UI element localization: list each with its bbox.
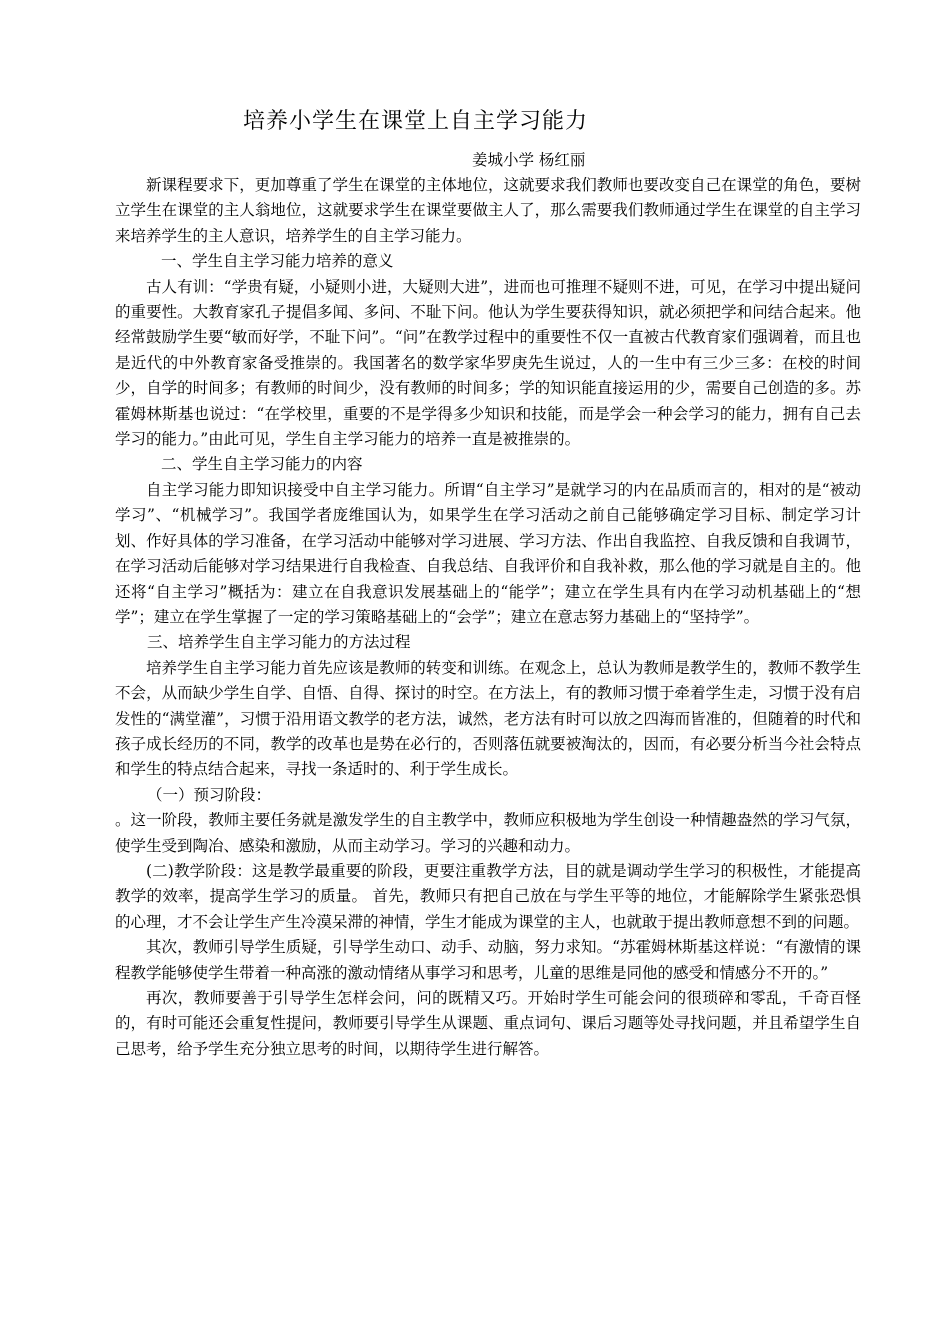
- section-1-paragraph: 古人有训：“学贵有疑，小疑则小进，大疑则大进”，进而也可推理不疑则不进，可见，在学习中提出疑问的重要性。大教育家孔子提倡多闻、多问、不耻下问。他认为学生要获得知识，就必须把学和问结合起来。他经常鼓励学生要“敏而好学，不耻下问”。“问”在教学过程中的重要性不仅一直被古代教育家们强调着，而且也是近代的中外教育家备受推崇的。我国著名的数学家华罗庚先生说过，人的一生中有三少三多：在校的时间少，自学的时间多；有教师的时间少，没有教师的时间多；学的知识能直接运用的少，需要自己创造的多。苏霍姆林斯基也说过：“在学校里，重要的不是学得多少知识和技能，而是学会一种会学习的能力，拥有自己去学习的能力。”由此可见，学生自主学习能力的培养一直是被推崇的。: [115, 277, 861, 449]
- section-3-paragraph: 培养学生自主学习能力首先应该是教师的转变和训练。在观念上，总认为教师是教学生的，教师不教学生不会，从而缺少学生自学、自悟、自得、探讨的时空。在方法上，有的教师习惯于牵着学生走，习惯于没有启发性的“满堂灌”，习惯于沿用语文教学的老方法，诚然，老方法有时可以放之四海而皆准的，但随着的时代和孩子成长经历的不同，教学的改革也是势在必行的，否则落伍就要被淘汰的，因而，有必要分析当今社会特点和学生的特点结合起来，寻找一条适时的、利于学生成长。: [115, 658, 861, 779]
- document-title: 培养小学生在课堂上自主学习能力: [243, 109, 589, 134]
- paragraph-secondly: 其次，教师引导学生质疑，引导学生动口、动手、动脑，努力求知。“苏霍姆林斯基这样说：“有激情的课程教学能够使学生带着一种高涨的激动情绪从事学习和思考，儿童的思维是同他的感受和情感分不开的。”: [115, 938, 861, 982]
- section-2-paragraph: 自主学习能力即知识接受中自主学习能力。所谓“自主学习”是就学习的内在品质而言的，相对的是“被动学习”、“机械学习”。我国学者庞维国认为，如果学生在学习活动之前自己能够确定学习目标、制定学习计划、作好具体的学习准备，在学习活动中能够对学习进展、学习方法、作出自我监控、自我反馈和自我调节，在学习活动后能够对学习结果进行自我检查、自我总结、自我评价和自我补救，那么他的学习就是自主的。他还将“自主学习”概括为：建立在自我意识发展基础上的“能学”；建立在学生具有内在学习动机基础上的“想学”；建立在学生掌握了一定的学习策略基础上的“会学”；建立在意志努力基础上的“坚持学”。: [115, 480, 861, 626]
- author-line: 姜城小学 杨红丽: [472, 151, 586, 169]
- section-heading-1: 一、学生自主学习能力培养的意义: [161, 252, 394, 271]
- subsection-preview-paragraph: 。这一阶段，教师主要任务就是激发学生的自主教学中，教师应积极地为学生创设一种情趣盎然的学习气氛，使学生受到陶冶、感染和激励，从而主动学习。学习的兴趣和动力。: [115, 811, 861, 855]
- document-page: [115, 106, 861, 1062]
- subsection-heading-preview: （一）预习阶段：: [147, 785, 272, 804]
- intro-paragraph: 新课程要求下，更加尊重了学生在课堂的主体地位，这就要求我们教师也要改变自己在课堂的角色，要树立学生在课堂的主人翁地位，这就要求学生在课堂要做主人了，那么需要我们教师通过学生在课堂的自主学习来培养学生的主人意识，培养学生的自主学习能力。: [115, 176, 861, 245]
- section-heading-3: 三、培养学生自主学习能力的方法过程: [147, 633, 411, 652]
- section-heading-2: 二、学生自主学习能力的内容: [161, 455, 363, 474]
- paragraph-thirdly: 再次，教师要善于引导学生怎样会问，问的既精又巧。开始时学生可能会问的很琐碎和零乱，千奇百怪的，有时可能还会重复性提问，教师要引导学生从课题、重点词句、课后习题等处寻找问题，并且希望学生自己思考，给予学生充分独立思考的时间，以期待学生进行解答。: [115, 989, 861, 1058]
- subsection-teaching-paragraph: (二)教学阶段：这是教学最重要的阶段，更要注重教学方法，目的就是调动学生学习的积极性，才能提高教学的效率，提高学生学习的质量。 首先，教师只有把自己放在与学生平等的地位，才能解除学生紧张恐惧的心理，才不会让学生产生冷漠呆滞的神情，学生才能成为课堂的主人，也就敢于提出教师意想不到的问题。: [115, 861, 861, 931]
